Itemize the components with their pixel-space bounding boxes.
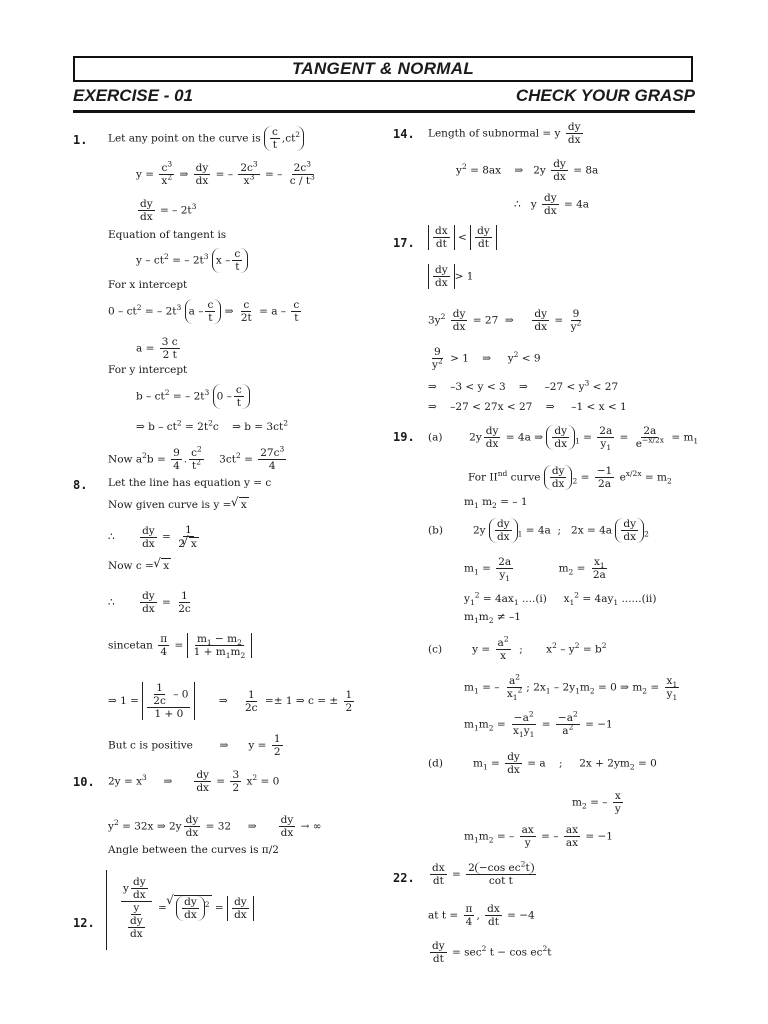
q19-b-product: $m_1m_2 \ne -1$ — [464, 611, 521, 626]
q8-dydx: ∴ $\frac{dy}{dx}$ = $\frac{1}{2√ x}$ — [108, 524, 203, 550]
q17-ineq6: ⇒ –27 < 27x < 27 ⇒ –1 < x < 1 — [428, 401, 627, 413]
q8-dydx-c: ∴ $\frac{dy}{dx}$ = $\frac{1}{2c}$ — [108, 590, 191, 615]
q14-line1: Length of subnormal = y $\frac{dy}{dx}$ — [428, 121, 581, 146]
radical-sign — [106, 870, 117, 950]
q1-tangent-label: Equation of tangent is — [108, 229, 227, 241]
q10-line2: $y^2 = 32x$ ⇒ 2y $\frac{dy}{dx}$ = 32 ⇒ $\frac{dy}{dx}$ → ∞ — [108, 814, 322, 839]
q8-line: Let the line has equation y = c — [108, 477, 272, 489]
header-divider — [73, 110, 695, 113]
q19-b-slopes: $m_1$ = $\frac{2a}{y_1}$ $m_2$ = $\frac{x_1}{2a}$ — [464, 556, 606, 584]
q1-now-line: Now $a^2b$ = $\frac{9}{4}$ . $\frac{c^2}{t^2}$ $3ct^2$ = $\frac{27c^3}{4}$ — [108, 444, 285, 472]
q19-part-c: (c) y = $\frac{a^2}{x}$ ; $x^2 - y^2 = b^2$ — [428, 634, 607, 662]
q1-intro: Let any point on the curve is $\frac{c}{t}$ $,ct^2$ — [108, 126, 304, 151]
q19-b-equations: $y_1^2 = 4ax_1$ ....(i) $x_1^2 = 4ay_1$ ......(ii) — [464, 590, 657, 608]
q14-line2: $y^2 = 8ax$ ⇒ 2y $\frac{dy}{dx}$ = 8a — [456, 158, 599, 183]
check-your-grasp-label: CHECK YOUR GRASP — [515, 86, 695, 105]
q10-angle: Angle between the curves is π/2 — [108, 844, 279, 856]
q1-y-eq: y = $\frac{c^3}{x^2}$ ⇒ $\frac{dy}{dx}$ = – $\frac{2c^3}{x^3}$ = – $\frac{2c^3}{c / t^3}$ — [136, 159, 315, 187]
q10-line1: $2y = x^3$ ⇒ $\frac{dy}{dx}$ = $\frac{3}{2}$ $x^2 = 0$ — [108, 769, 280, 794]
q19-curve2: For IInd curve $\frac{dy}{dx}$ $_2$ = $\frac{-1}{2a}$ $e^{x/2x} = m_2$ — [468, 465, 672, 490]
question-number-17: 17. — [393, 236, 415, 250]
question-number-10: 10. — [73, 775, 95, 789]
q17-ineq5: ⇒ –3 < y < 3 ⇒ $-27 < y^3 < 27$ — [428, 378, 619, 393]
q1-tangent-eq: y – $ct^2$ = – $2t^3$ x – $\frac{c}{t}$ — [136, 248, 248, 273]
q8-now-c: Now c = √ x — [108, 558, 171, 573]
question-number-14: 14. — [393, 127, 415, 141]
q1-y-intercept-eq: b – $ct^2$ = – $2t^3$ 0 – $\frac{c}{t}$ — [136, 384, 250, 409]
question-number-12: 12. — [73, 916, 95, 930]
q19-c-product: $m_1m_2$ = $\frac{-a^2}{x_1y_1}$ = $\frac{-a^2}{a^2}$ = −1 — [464, 709, 613, 740]
q1-x-intercept: For x intercept — [108, 279, 188, 291]
q8-given: Now given curve is y = √ x — [108, 497, 249, 512]
q1-a-value: a = $\frac{3 c}{2 t}$ — [136, 336, 178, 361]
q19-product: $m_1$ $m_2$ = – 1 — [464, 496, 528, 511]
exercise-label: EXERCISE - 01 — [73, 86, 193, 105]
q17-ineq2: $\frac{dy}{dx}$ > 1 — [428, 264, 473, 289]
q14-line3: ∴ y $\frac{dy}{dx}$ = 4a — [514, 192, 590, 217]
question-number-8: 8. — [73, 478, 88, 492]
q17-ineq1: $\frac{dx}{dt}$ < $\frac{dy}{dt}$ — [428, 225, 497, 250]
page-title: TANGENT & NORMAL — [291, 59, 475, 78]
q19-d-product: $m_1m_2$ = – $\frac{ax}{y}$ = – $\frac{ax}{ax}$ = −1 — [464, 824, 613, 849]
q8-positive: But c is positive ⇒ y = $\frac{1}{2}$ — [108, 733, 281, 758]
q22-line1: $\frac{dx}{dt}$ = $\frac{2 -\cos ec^2t}{\text{cot t}}$ — [428, 862, 538, 887]
q19-part-d: (d) $m_1$ = $\frac{dy}{dx}$ = a ; $2x + 2ym_2 = 0$ — [428, 751, 657, 776]
q19-d-m2: $m_2$ = – $\frac{x}{y}$ — [572, 790, 621, 815]
q1-b-line: ⇒ $b - ct^2 = 2t^2c$ ⇒ $b = 3ct^2$ — [136, 418, 288, 433]
q17-ineq3: $3y^2$ $\frac{dy}{dx}$ = 27 ⇒ $\frac{dy}{dx}$ = $\frac{9}{y^2}$ — [428, 308, 582, 333]
q19-part-a: (a) 2y $\frac{dy}{dx}$ = 4a ⇒ $\frac{dy}{dx}$ $_1$ = $\frac{2a}{y_1}$ = $\frac{2a}{e^{-x/2x}}$ = $m_1$ — [428, 425, 699, 453]
question-number-22: 22. — [393, 871, 415, 885]
q22-line3: $\frac{dy}{dt}$ = $\sec^2 t - \cos ec^2t$ — [432, 940, 552, 965]
q1-y-intercept: For y intercept — [108, 364, 188, 376]
title-box — [73, 56, 693, 82]
question-number-19: 19. — [393, 430, 415, 444]
q1-dydx-result: $\frac{dy}{dx}$ = – $2t^3$ — [140, 198, 197, 223]
q19-part-b: (b) 2y $\frac{dy}{dx}$ $_1$ = 4a ; 2x = 4a $\frac{dy}{dx}$ $_2$ — [428, 518, 649, 543]
q8-implies: ⇒ 1 = $\frac{1}{2c}$ – 0 1 + 0 ⇒ $\frac{1}{2c}$ =± 1 ⇒ c = ± $\frac{1}{2}$ — [108, 682, 353, 720]
q8-since: sincetan $\frac{\pi}{4}$ = $\frac{m_1 - m_2}{1 + m_1m_2}$ — [108, 633, 252, 658]
question-number-1: 1. — [73, 133, 88, 147]
q19-c-slopes: $m_1$ = – $\frac{a^2}{x_1^2}$ ; $2x_1 - 2y_1m_2 = 0$ ⇒ $m_2$ = $\frac{x_1}{y_1}$ — [464, 672, 678, 703]
q22-line2: at t = $\frac{\pi}{4}$ , $\frac{dx}{dt}$ = −4 — [428, 903, 535, 928]
q12-expression: y $\frac{dy}{dx}$ $\frac{y}{\frac{dy}{dx}}$ = √ $\frac{dy}{dx}$ $^2$ = $\frac{dy}{dx}$ — [118, 876, 254, 940]
q1-x-intercept-eq: $0 - ct^2$ = – $2t^3$ a – $\frac{c}{t}$ ⇒ $\frac{c}{2t}$ = a – $\frac{c}{t}$ — [108, 299, 300, 324]
q17-ineq4: $\frac{9}{y^2}$ > 1 ⇒ $y^2 < 9$ — [432, 346, 541, 371]
